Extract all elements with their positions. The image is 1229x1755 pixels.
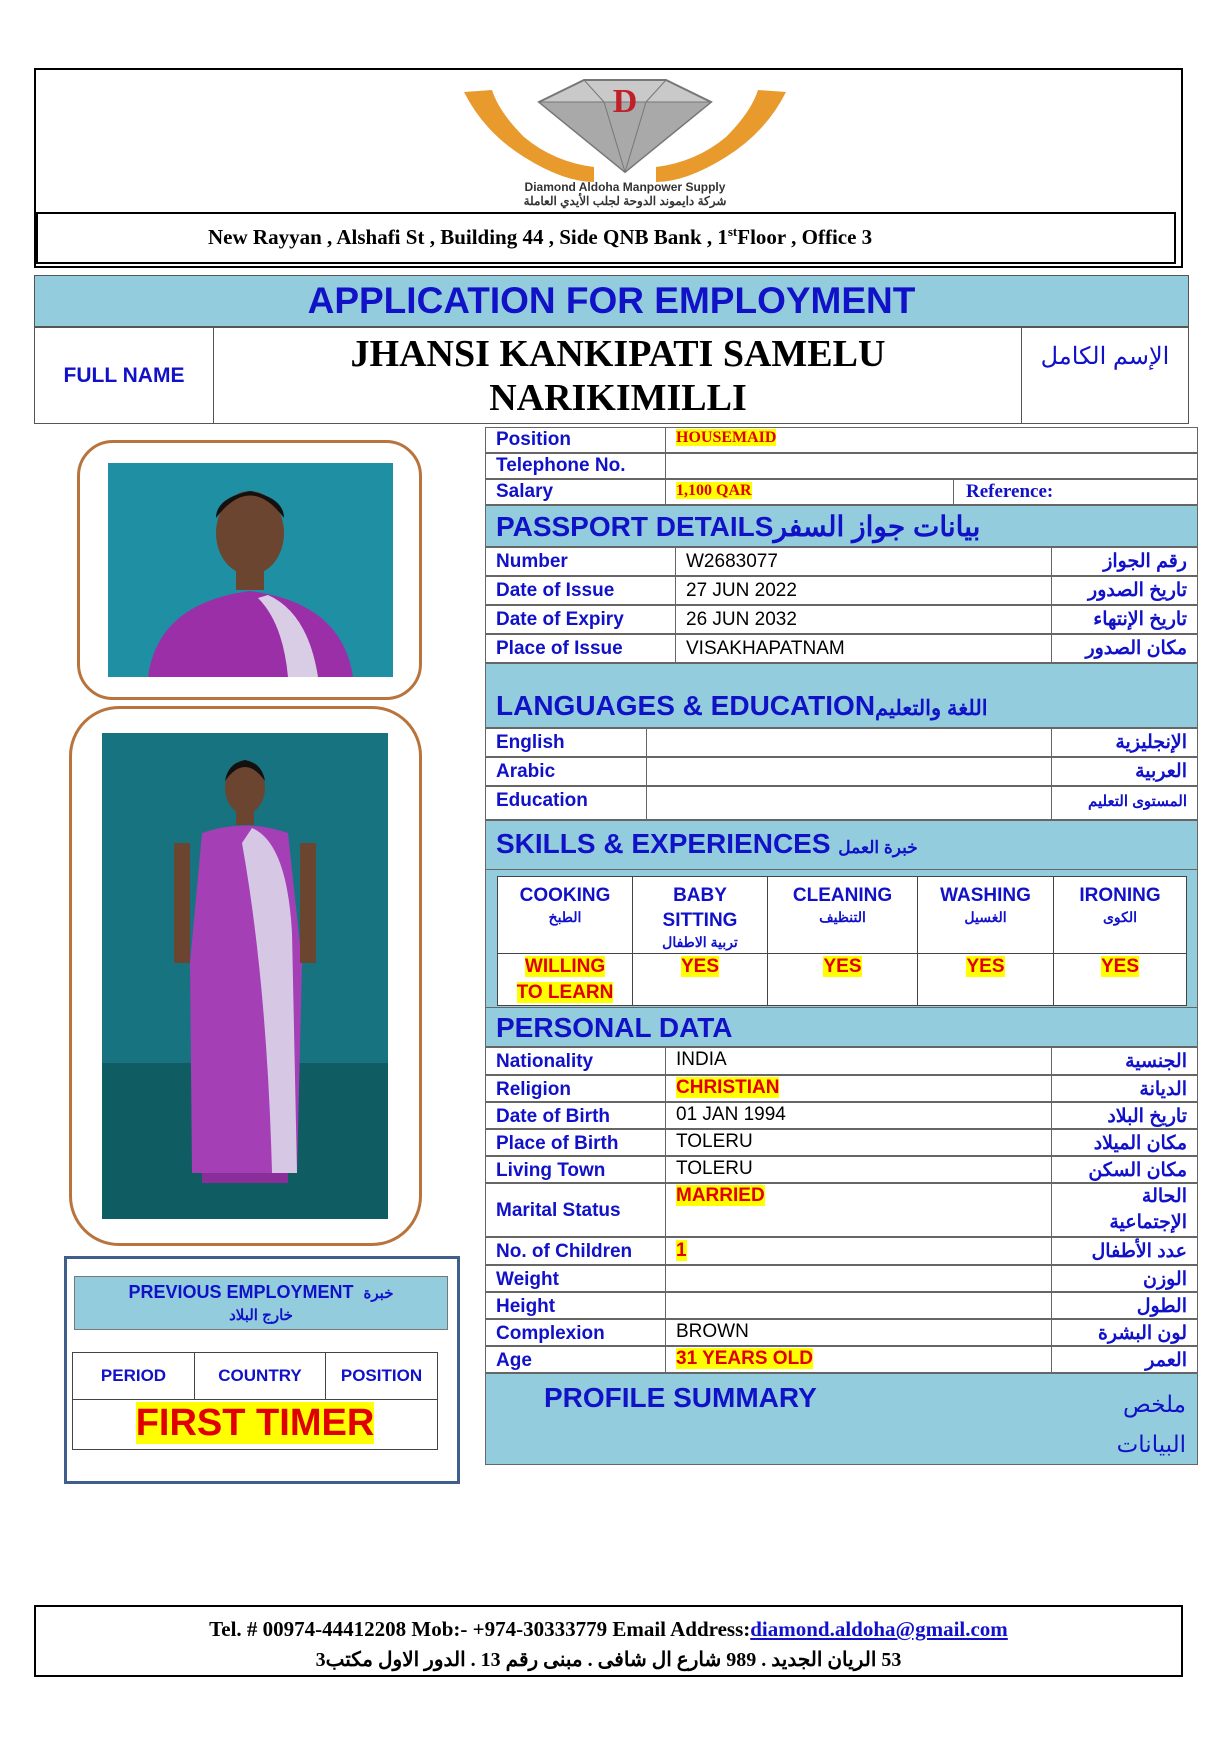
expiry-date-label-ar: تاريخ الإنتهاء [1051, 606, 1197, 633]
height-label-ar: الطول [1051, 1293, 1197, 1318]
svg-text:D: D [612, 83, 638, 120]
skill-ironing: IRONING الكوى YES [1054, 877, 1186, 1005]
position-column-header: POSITION [340, 1366, 423, 1385]
dob-row [485, 1102, 1198, 1129]
full-name-row [34, 327, 1189, 424]
education-label-ar: المستوى التعليم [1051, 787, 1197, 819]
company-name: Diamond Aldoha Manpower Supply [524, 180, 726, 194]
dob-label-ar: تاريخ البلاد [1051, 1103, 1197, 1128]
passport-title-ar: بيانات جواز السفر [773, 511, 981, 542]
place-of-issue-label-ar: مكان الصدور [1051, 635, 1197, 662]
weight-label-ar: الوزن [1051, 1266, 1197, 1291]
place-of-issue-label: Place of Issue [496, 638, 623, 659]
passport-number-label-ar: رقم الجواز [1051, 548, 1197, 575]
english-row [485, 728, 1198, 757]
full-name-label: FULL NAME [35, 328, 214, 423]
place-of-birth-value: TOLERU [665, 1130, 1051, 1155]
passport-number-label: Number [496, 551, 568, 572]
age-label-ar: العمر [1051, 1347, 1197, 1372]
weight-row [485, 1265, 1198, 1292]
position-row [485, 427, 1198, 453]
nationality-label: Nationality [496, 1051, 594, 1072]
age-row [485, 1346, 1198, 1373]
passport-number-row [485, 547, 1198, 576]
country-column-header: COUNTRY [195, 1353, 326, 1399]
address-box [36, 212, 1176, 264]
languages-section-header [485, 663, 1198, 728]
previous-employment-table [72, 1352, 438, 1450]
complexion-row [485, 1319, 1198, 1346]
expiry-date-value: 26 JUN 2032 [675, 606, 1051, 633]
personal-title: PERSONAL DATA [496, 1012, 733, 1043]
skills-table [497, 876, 1187, 1006]
skill-washing: WASHING الغسيل YES [918, 877, 1054, 1005]
full-body-photo [102, 733, 388, 1219]
footer-address-ar: 53 الريان الجديد . 989 شارع ال شافى . مبنى رقم 13 . الدور الاول مكتب3 [315, 1649, 902, 1671]
nationality-label-ar: الجنسية [1051, 1048, 1197, 1074]
contact-footer [34, 1605, 1183, 1677]
complexion-value: BROWN [665, 1320, 1051, 1345]
living-town-label-ar: مكان السكن [1051, 1157, 1197, 1182]
weight-label: Weight [496, 1269, 559, 1290]
age-label: Age [496, 1350, 532, 1371]
children-row [485, 1237, 1198, 1265]
skill-baby-sitting: BABY SITTING تربية الاطفال YES [633, 877, 768, 1005]
passport-issue-date-row [485, 576, 1198, 605]
place-of-birth-label: Place of Birth [496, 1133, 619, 1154]
skill-cleaning: CLEANING التنظيف YES [768, 877, 918, 1005]
place-of-birth-label-ar: مكان الميلاد [1051, 1130, 1197, 1155]
passport-section-header [485, 505, 1198, 547]
skills-title: SKILLS & EXPERIENCES [496, 828, 831, 859]
profile-summary-section [485, 1373, 1198, 1465]
arabic-label: Arabic [496, 761, 556, 782]
height-row [485, 1292, 1198, 1319]
skill-cooking: COOKING الطبخ WILLING TO LEARN [498, 877, 633, 1005]
full-name-label-ar: الإسم الكامل [1021, 328, 1188, 423]
issue-date-label: Date of Issue [496, 580, 615, 601]
personal-section-header [485, 1007, 1198, 1047]
profile-summary-title: PROFILE SUMMARY [544, 1382, 817, 1413]
arabic-row [485, 757, 1198, 786]
education-label: Education [496, 790, 588, 811]
company-address: New Rayyan , Alshafi St , Building 44 , Side QNB Bank , 1stFloor , Office 3 [208, 224, 873, 249]
dob-label: Date of Birth [496, 1106, 610, 1127]
education-row [485, 786, 1198, 820]
religion-row [485, 1075, 1198, 1102]
children-value: 1 [665, 1238, 1051, 1264]
salary-row [485, 479, 1198, 505]
nationality-row [485, 1047, 1198, 1075]
marital-status-row [485, 1183, 1198, 1237]
previous-employment-header: PREVIOUS EMPLOYMENT خبرة خارج البلاد [74, 1276, 448, 1330]
expiry-date-label: Date of Expiry [496, 609, 624, 630]
position-label: Position [496, 429, 571, 450]
languages-title: LANGUAGES & EDUCATION [496, 690, 876, 721]
reference-label: Reference: [953, 480, 1197, 504]
telephone-label: Telephone No. [496, 455, 626, 476]
skills-title-ar: خبرة العمل [838, 838, 918, 857]
arabic-value [646, 758, 1051, 785]
religion-label-ar: الديانة [1051, 1076, 1197, 1101]
place-of-issue-value: VISAKHAPATNAM [675, 635, 1051, 662]
children-label-ar: عدد الأطفال [1051, 1238, 1197, 1264]
english-value [646, 729, 1051, 756]
marital-status-value: MARRIED [665, 1184, 1051, 1236]
height-value [665, 1293, 1051, 1318]
english-label: English [496, 732, 565, 753]
passport-expiry-row [485, 605, 1198, 634]
title-bar [34, 275, 1189, 327]
contact-line: Tel. # 00974-44412208 Mob:- +974-30333779 Email Address:diamond.aldoha@gmail.com [209, 1617, 1008, 1641]
first-timer-value: FIRST TIMER [73, 1399, 437, 1449]
religion-value: CHRISTIAN [665, 1076, 1051, 1101]
passport-number-value: W2683077 [675, 548, 1051, 575]
age-value: 31 YEARS OLD [665, 1347, 1051, 1372]
marital-status-label-ar: الحالة الإجتماعية [1051, 1184, 1197, 1236]
marital-status-label: Marital Status [496, 1200, 621, 1221]
profile-summary-title-ar: ملخص البيانات [1116, 1391, 1186, 1457]
salary-value: 1,100 QAR [665, 480, 953, 504]
complexion-label: Complexion [496, 1323, 605, 1344]
living-town-label: Living Town [496, 1160, 606, 1181]
complexion-label-ar: لون البشرة [1051, 1320, 1197, 1345]
english-label-ar: الإنجليزية [1051, 729, 1197, 756]
living-town-row [485, 1156, 1198, 1183]
telephone-value [665, 454, 1197, 478]
full-name-value: JHANSI KANKIPATI SAMELU NARIKIMILLI [350, 333, 886, 419]
languages-title-ar: اللغة والتعليم [875, 697, 988, 720]
nationality-value: INDIA [665, 1048, 1051, 1074]
children-label: No. of Children [496, 1241, 633, 1262]
issue-date-label-ar: تاريخ الصدور [1051, 577, 1197, 604]
page-title: APPLICATION FOR EMPLOYMENT [307, 280, 916, 321]
issue-date-value: 27 JUN 2022 [675, 577, 1051, 604]
place-of-birth-row [485, 1129, 1198, 1156]
passport-place-row [485, 634, 1198, 663]
weight-value [665, 1266, 1051, 1291]
education-value [646, 787, 1051, 819]
company-logo [444, 72, 806, 212]
email-link[interactable]: diamond.aldoha@gmail.com [750, 1617, 1008, 1641]
company-name-ar: شركة دايموند الدوحة لجلب الأيدي العاملة [523, 194, 727, 208]
height-label: Height [496, 1296, 556, 1317]
portrait-photo [108, 463, 393, 677]
salary-label: Salary [496, 481, 554, 502]
arabic-label-ar: العربية [1051, 758, 1197, 785]
living-town-value: TOLERU [665, 1157, 1051, 1182]
passport-title: PASSPORT DETAILS [496, 511, 774, 542]
telephone-row [485, 453, 1198, 479]
dob-value: 01 JAN 1994 [665, 1103, 1051, 1128]
religion-label: Religion [496, 1079, 571, 1100]
period-column-header: PERIOD [73, 1353, 195, 1399]
skills-section-header [485, 820, 1198, 870]
position-value: HOUSEMAID [665, 428, 1197, 452]
